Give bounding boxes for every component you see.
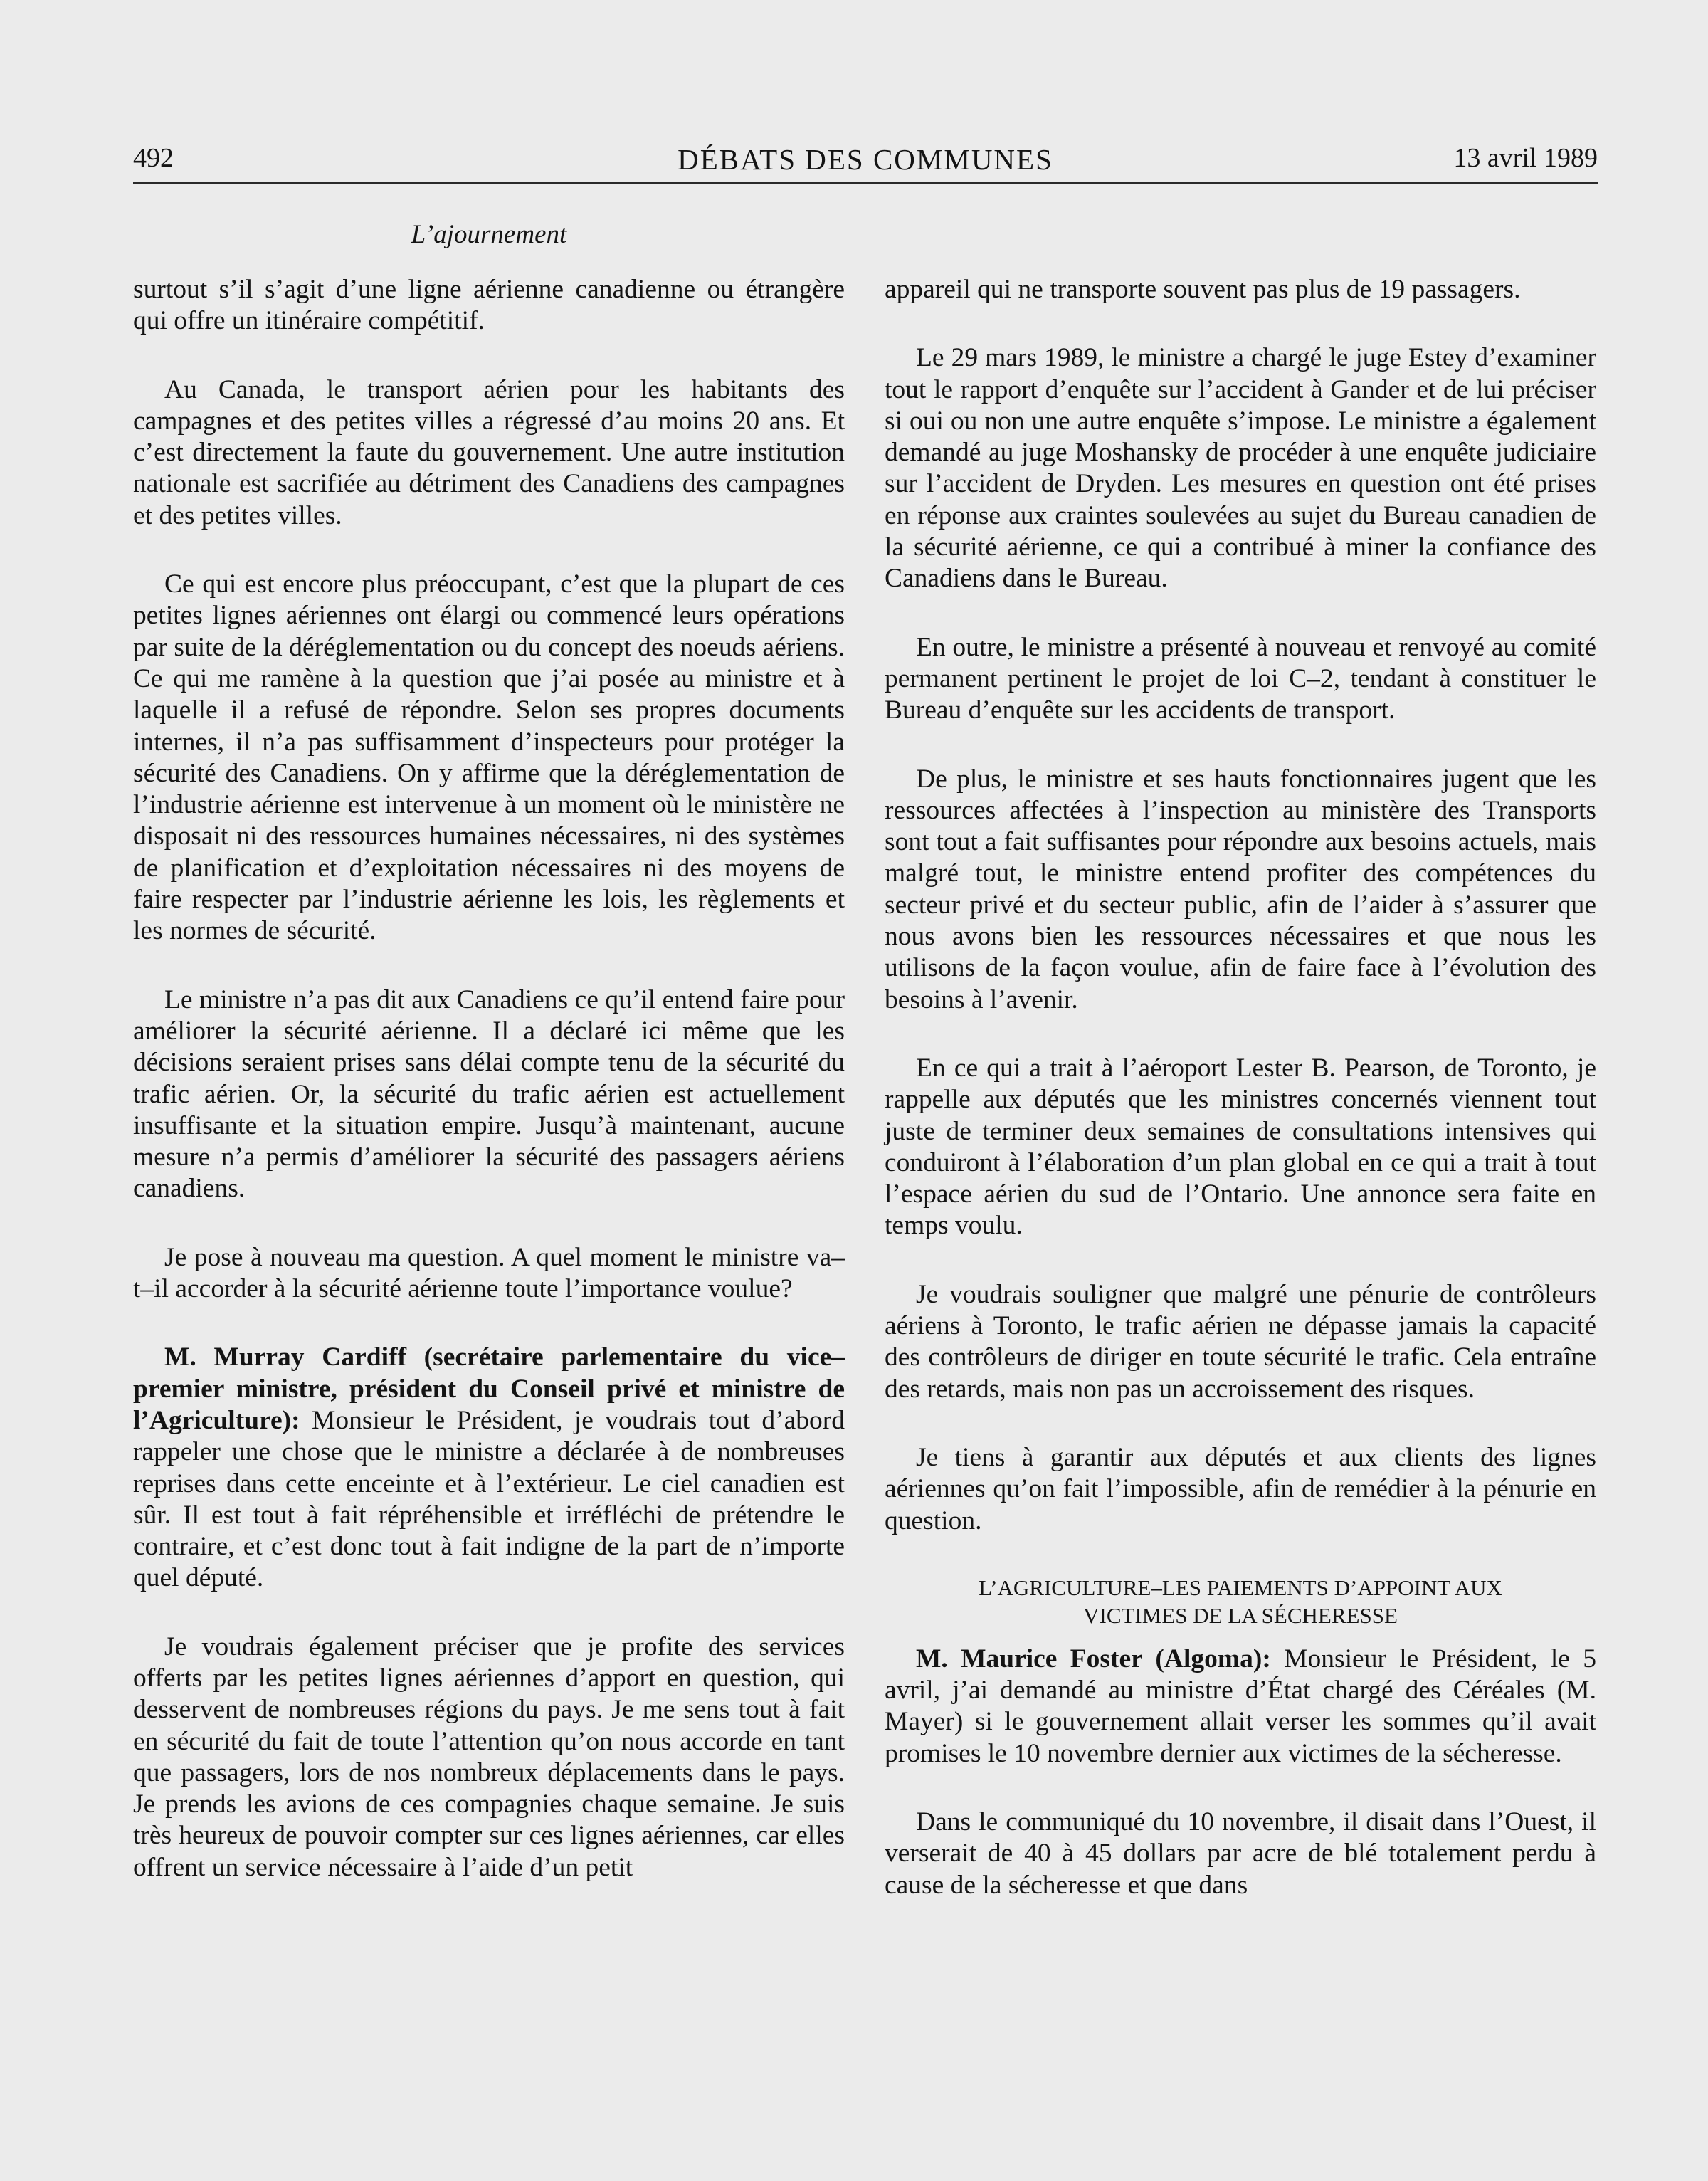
subheading-line: VICTIMES DE LA SÉCHERESSE (1083, 1602, 1398, 1628)
header-rule (133, 182, 1598, 184)
subheading (885, 1574, 1596, 1629)
paragraph: Le ministre n’a pas dit aux Canadiens ce qu’il entend faire pour améliorer la sécurité aérienne. Il a déclaré ici même que les décisions seraient prises sans délai compte tenu de la sécurité du trafic aérien. Or, la sécurité du trafic aérien est actuellement insuffisante et la situation empire. Jusqu’à maintenant, aucune mesure n’a permis d’améliorer la sécurité des passagers aériens canadiens. (133, 984, 845, 1204)
right-column (885, 274, 1596, 1938)
paragraph: Le 29 mars 1989, le ministre a chargé le juge Estey d’examiner tout le rapport d’enquête sur l’accident à Gander et de lui préciser si oui ou non une autre enquête s’impose. Le ministre a également demandé au juge Moshansky de procéder à une enquête judiciaire sur l’accident de Dryden. Les mesures en question ont été prises en réponse aux craintes soulevées au sujet du Bureau canadien de la sécurité aérienne, ce qui a contribué à miner la confiance des Canadiens dans le Bureau. (885, 343, 1596, 594)
speech-text: Monsieur le Président, je voudrais tout d’abord rappeler une chose que le ministre a déclarée à de nombreuses reprises dans cette enceinte et à l’extérieur. Le ciel canadien est sûr. Il est tout à fait répréhensible et irréfléchi de prétendre le contraire, et c’est donc tout à fait indigne de la part de n’importe quel député. (133, 1405, 845, 1593)
paragraph: Je tiens à garantir aux députés et aux clients des lignes aériennes qu’on fait l’impossible, afin de remédier à la pénurie en question. (885, 1442, 1596, 1535)
paragraph (885, 1644, 1596, 1770)
page-number: 492 (133, 143, 174, 173)
paragraph: Dans le communiqué du 10 novembre, il disait dans l’Ouest, il verserait de 40 à 45 dollars par acre de blé totalement perdu à cause de la sécheresse et que dans (885, 1807, 1596, 1900)
speech-text: Monsieur le Président, le 5 avril, j’ai demandé au ministre d’État chargé des Céréales (M. Mayer) si le gouvernement allait verser les sommes qu’il avait promises le 10 novembre dernier aux victimes de la sécheresse. (885, 1644, 1596, 1768)
left-column (133, 274, 845, 1920)
speaker-name: M. Maurice Foster (Algoma): (916, 1644, 1271, 1673)
speaker-name: M. Murray Cardiff (secrétaire parlementaire du vice–premier ministre, président du Conseil privé et ministre de l’Agriculture): (133, 1342, 845, 1435)
paragraph: appareil qui ne transporte souvent pas plus de 19 passagers. (885, 275, 1521, 304)
paragraph: En ce qui a trait à l’aéroport Lester B. Pearson, de Toronto, je rappelle aux députés que les ministres concernés viennent tout juste de terminer deux semaines de consultations intensives qui conduiront à l’élaboration d’un plan global en ce qui a trait à tout l’espace aérien du sud de l’Ontario. Une annonce sera faite en temps voulu. (885, 1053, 1596, 1241)
paragraph (133, 1342, 845, 1594)
subheading-line: L’AGRICULTURE–LES PAIEMENTS D’APPOINT AUX (979, 1575, 1502, 1600)
paragraph: En outre, le ministre a présenté à nouveau et renvoyé au comité permanent pertinent le projet de loi C–2, tendant à constituer le Bureau d’enquête sur les accidents de transport. (885, 632, 1596, 725)
publication-date: 13 avril 1989 (1453, 143, 1598, 173)
section-title: L’ajournement (411, 220, 567, 249)
paragraph: Je voudrais également préciser que je profite des services offerts par les petites lignes aériennes d’apport en question, qui desservent de nombreuses régions du pays. Je me sens tout à fait en sécurité du fait de toute l’attention qu’on nous accorde en tant que passagers, lors de nos nombreux déplacements dans le pays. Je prends les avions de ces compagnies chaque semaine. Je suis très heureux de pouvoir compter sur ces lignes aériennes, car elles offrent un service nécessaire à l’aide d’un petit (133, 1631, 845, 1882)
paragraph: Ce qui est encore plus préoccupant, c’est que la plupart de ces petites lignes aériennes ont élargi ou commencé leurs opérations par suite de la déréglementation ou du concept des noeuds aériens. Ce qui me ramène à la question que j’ai posée au ministre et à laquelle il a refusé de répondre. Selon ses propres documents internes, il n’a pas suffisamment d’inspecteurs pour protéger la sécurité des Canadiens. On y affirme que la déréglementation de l’industrie aérienne est intervenue à un moment où le ministère ne disposait ni des ressources humaines nécessaires, ni des systèmes de planification et d’exploitation nécessaires ni des moyens de faire respecter par l’industrie aérienne les lois, les règlements et les normes de sécurité. (133, 569, 845, 946)
page-header (133, 142, 1598, 179)
paragraph: Je pose à nouveau ma question. A quel moment le ministre va–t–il accorder à la sécurité aérienne toute l’importance voulue? (133, 1242, 845, 1304)
publication-title: DÉBATS DES COMMUNES (678, 143, 1053, 176)
paragraph: De plus, le ministre et ses hauts fonctionnaires jugent que les ressources affectées à l’inspection au ministère des Transports sont tout a fait suffisantes pour répondre aux besoins actuels, mais malgré tout, le ministre entend profiter des compétences du secteur privé et du secteur public, afin de l’aider à s’assurer que nous avons bien les ressources nécessaires et que nous les utilisons de la façon voulue, afin de faire face à l’évolution des besoins à l’avenir. (885, 764, 1596, 1014)
paragraph: Au Canada, le transport aérien pour les habitants des campagnes et des petites villes a régressé d’au moins 20 ans. Et c’est directement la faute du gouvernement. Une autre institution nationale est sacrifiée au détriment des Canadiens des campagnes et des petites villes. (133, 374, 845, 530)
paragraph: surtout s’il s’agit d’une ligne aérienne canadienne ou étrangère qui offre un itinéraire compétitif. (133, 275, 845, 336)
paragraph: Je voudrais souligner que malgré une pénurie de contrôleurs aériens à Toronto, le trafic aérien ne dépasse jamais la capacité des contrôleurs de diriger en toute sécurité le trafic. Cela entraîne des retards, mais non pas un accroissement des risques. (885, 1279, 1596, 1404)
